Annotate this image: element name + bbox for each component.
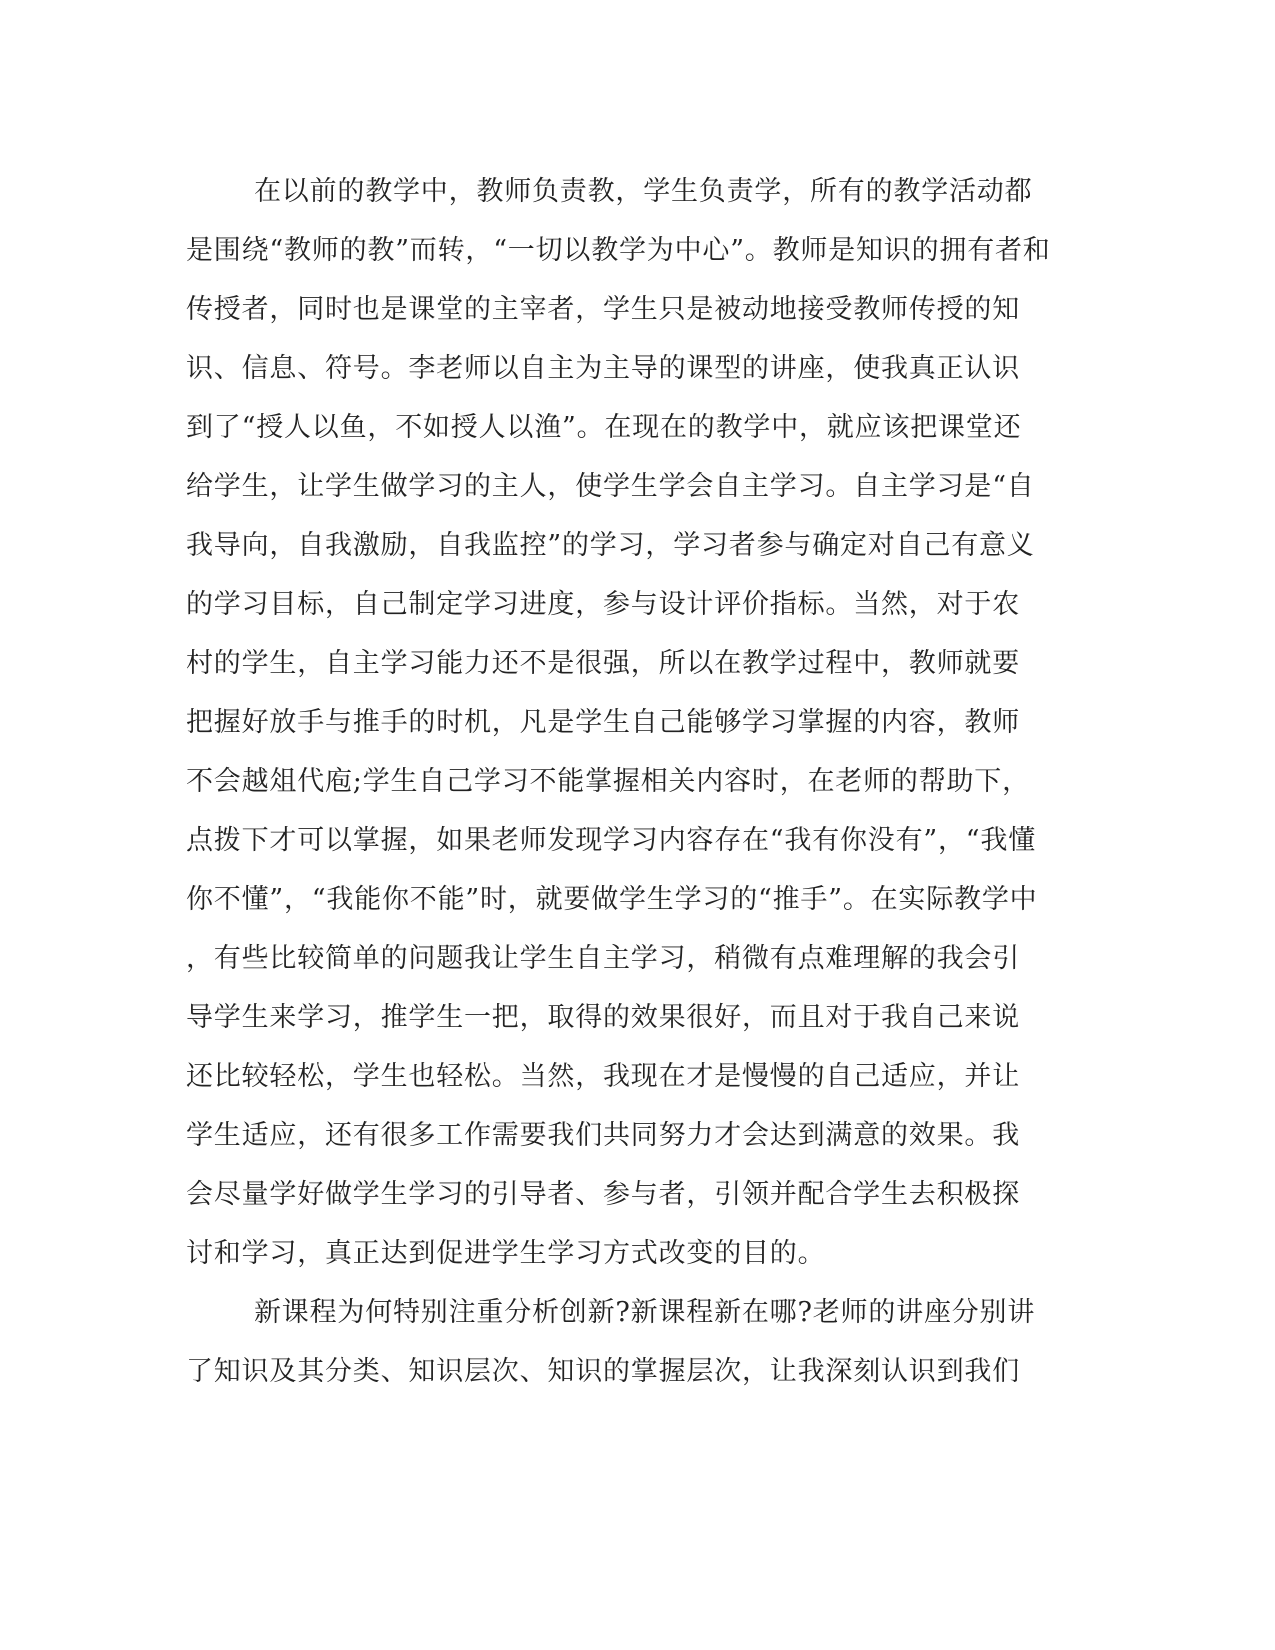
paragraph-1-line-11: 不会越俎代庖;学生自己学习不能掌握相关内容时，在老师的帮助下， (186, 766, 1030, 797)
paragraph-1-line-7: 我导向，自我激励，自我监控”的学习，学习者参与确定对自己有意义 (186, 530, 1035, 561)
paragraph-2-line-1: 新课程为何特别注重分析创新?新课程新在哪?老师的讲座分别讲 (254, 1297, 1036, 1328)
paragraph-1-line-1: 在以前的教学中，教师负责教，学生负责学，所有的教学活动都 (254, 176, 1033, 207)
paragraph-1-line-5: 到了“授人以鱼，不如授人以渔”。在现在的教学中，就应该把课堂还 (186, 412, 1022, 443)
paragraph-1-line-8: 的学习目标，自己制定学习进度，参与设计评价指标。当然，对于农 (186, 589, 1020, 620)
paragraph-1-line-14: ，有些比较简单的问题我让学生自主学习，稍微有点难理解的我会引 (186, 943, 1020, 974)
paragraph-1-line-18: 会尽量学好做学生学习的引导者、参与者，引领并配合学生去积极探 (186, 1179, 1020, 1210)
paragraph-1-line-16: 还比较轻松，学生也轻松。当然，我现在才是慢慢的自己适应，并让 (186, 1061, 1020, 1092)
paragraph-1-line-19: 讨和学习，真正达到促进学生学习方式改变的目的。 (186, 1238, 826, 1269)
paragraph-1-line-4: 识、信息、符号。李老师以自主为主导的课型的讲座，使我真正认识 (186, 353, 1020, 384)
paragraph-1-line-9: 村的学生，自主学习能力还不是很强，所以在教学过程中，教师就要 (186, 648, 1020, 679)
body-text (186, 162, 1051, 1401)
paragraph-1-line-13: 你不懂”，“我能你不能”时，就要做学生学习的“推手”。在实际教学中 (186, 884, 1038, 915)
paragraph-1-line-6: 给学生，让学生做学习的主人，使学生学会自主学习。自主学习是“自 (186, 471, 1035, 502)
paragraph-1-line-15: 导学生来学习，推学生一把，取得的效果很好，而且对于我自己来说 (186, 1002, 1020, 1033)
paragraph-1-line-10: 把握好放手与推手的时机，凡是学生自己能够学习掌握的内容，教师 (186, 707, 1020, 738)
paragraph-1-line-2: 是围绕“教师的教”而转，“一切以教学为中心”。教师是知识的拥有者和 (186, 235, 1051, 266)
paragraph-2-line-2: 了知识及其分类、知识层次、知识的掌握层次，让我深刻认识到我们 (186, 1356, 1020, 1387)
paragraph-1-line-12: 点拨下才可以掌握，如果老师发现学习内容存在“我有你没有”，“我懂 (186, 825, 1037, 856)
paragraph-1-line-17: 学生适应，还有很多工作需要我们共同努力才会达到满意的效果。我 (186, 1120, 1020, 1151)
paragraph-1-line-3: 传授者，同时也是课堂的主宰者，学生只是被动地接受教师传授的知 (186, 294, 1020, 325)
